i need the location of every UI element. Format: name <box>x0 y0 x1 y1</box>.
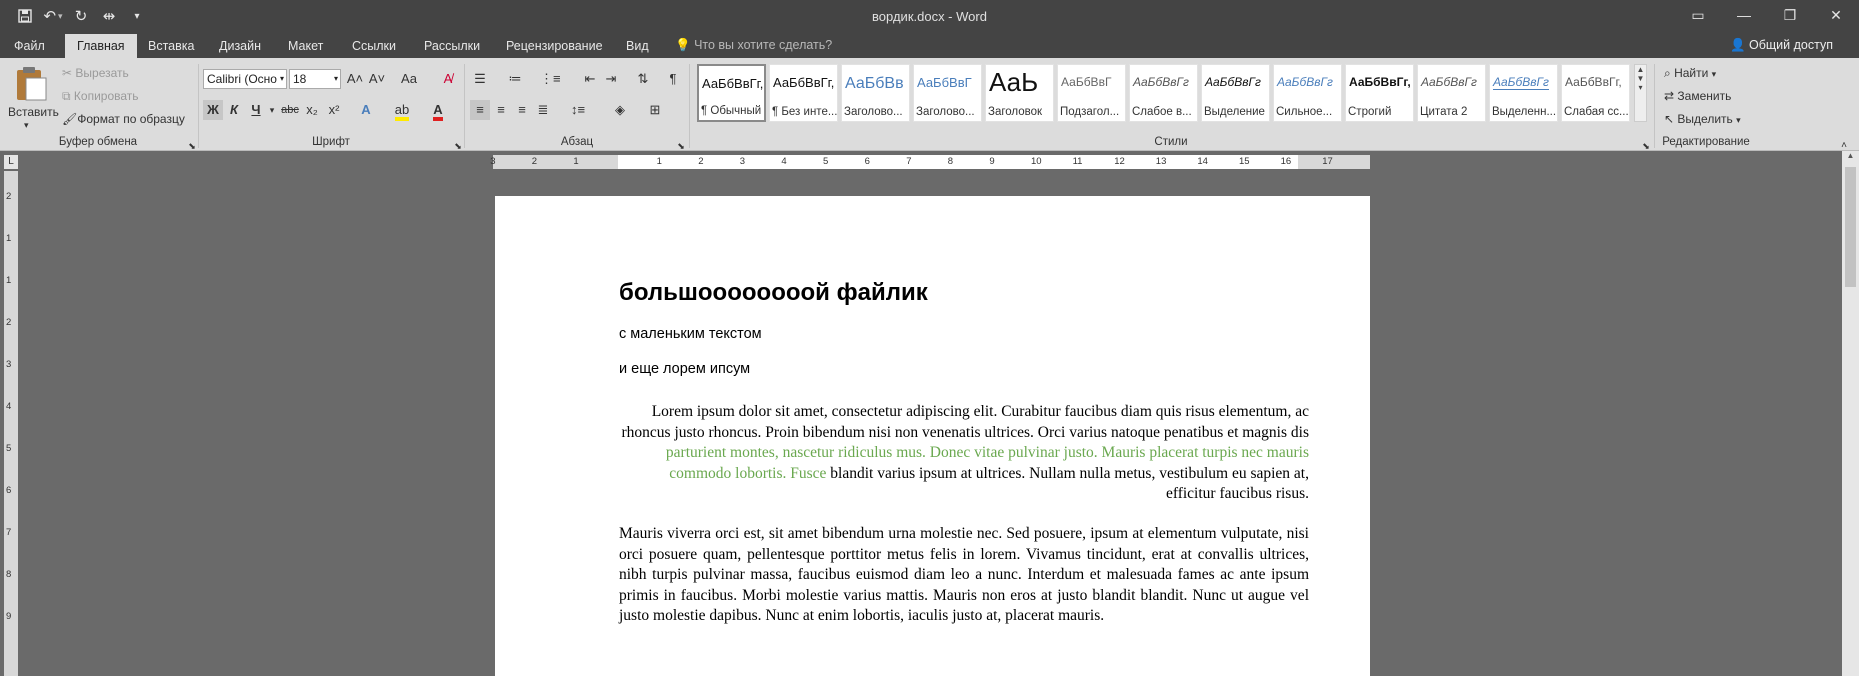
text-effects-icon[interactable]: A <box>361 102 371 117</box>
cut-label: Вырезать <box>75 66 129 80</box>
style-preview: АаБбВвГг, <box>1565 75 1622 89</box>
ruler-mark: 8 <box>6 569 12 580</box>
copy-button[interactable] <box>62 89 139 104</box>
search-icon: ⌕ <box>1664 66 1671 80</box>
align-right-icon[interactable]: ≡ <box>518 102 526 117</box>
ruler-mark: 15 <box>1239 156 1250 167</box>
tab-layout[interactable]: Макет <box>288 39 324 53</box>
style-quote-2[interactable] <box>1417 64 1486 122</box>
font-family-value: Calibri (Осно <box>207 72 277 86</box>
style-normal[interactable] <box>697 64 766 122</box>
tab-design[interactable]: Дизайн <box>219 39 262 53</box>
collapse-ribbon-icon[interactable]: ˄ <box>1841 140 1847 151</box>
change-case-icon[interactable]: Aa <box>401 71 417 86</box>
style-preview: АаБбВвГг, <box>1349 75 1411 89</box>
ruler-mark: 1 <box>656 156 662 167</box>
styles-scroll[interactable] <box>1634 64 1647 122</box>
sort-icon[interactable]: ⇅ <box>637 71 649 86</box>
align-center-icon[interactable]: ≡ <box>497 102 505 117</box>
clipboard-group-label: Буфер обмена <box>58 136 138 148</box>
ruler-mark: 7 <box>6 527 12 538</box>
cursor-icon: ↖ <box>1664 112 1675 126</box>
close-icon[interactable]: ✕ <box>1830 6 1842 23</box>
tab-home[interactable]: Главная <box>65 34 137 58</box>
style-name: Подзагол... <box>1060 106 1120 118</box>
ruler-mark: 5 <box>823 156 829 167</box>
touch-mode-icon[interactable]: ⇹ <box>102 8 116 25</box>
find-label: Найти <box>1674 66 1709 80</box>
title-bar <box>0 0 1859 32</box>
ruler-mark: 1 <box>6 233 12 244</box>
bold-button[interactable]: Ж <box>203 100 223 120</box>
person-icon: 👤 <box>1729 38 1746 52</box>
tab-references[interactable]: Ссылки <box>352 39 397 53</box>
ruler-mark: 1 <box>6 275 12 286</box>
font-group-label: Шрифт <box>312 136 350 148</box>
style-preview: АаБбВвГг <box>1493 75 1549 89</box>
bullets-icon[interactable]: ☰ <box>474 71 486 86</box>
chevron-down-icon[interactable]: ▾ <box>269 105 275 115</box>
group-divider <box>464 64 465 148</box>
redo-icon[interactable]: ↻ <box>74 8 88 25</box>
ruler-text-area <box>618 155 1298 169</box>
dialog-launcher-icon[interactable]: ⬊ <box>1642 141 1650 151</box>
ruler-mark: 10 <box>1031 156 1042 167</box>
tab-review[interactable]: Рецензирование <box>506 39 603 53</box>
ruler-mark: 2 <box>6 191 12 202</box>
tab-insert[interactable]: Вставка <box>148 39 195 53</box>
replace-label: Заменить <box>1677 89 1732 103</box>
window-controls <box>1675 0 1859 30</box>
horizontal-ruler[interactable] <box>490 155 1370 169</box>
minimize-icon[interactable]: — <box>1737 7 1751 23</box>
tell-me-search[interactable] <box>675 38 832 53</box>
style-preview: АаБбВвГг <box>1277 75 1333 89</box>
ribbon-display-options-icon[interactable]: ▭ <box>1691 6 1705 23</box>
style-intense-emphasis[interactable] <box>1273 64 1342 122</box>
ruler-mark: 2 <box>6 317 12 328</box>
vertical-ruler[interactable] <box>4 171 18 676</box>
group-divider <box>198 64 199 148</box>
brush-icon: 🖌 <box>62 112 78 126</box>
style-preview: АаБбВвГ <box>1061 75 1112 89</box>
dialog-launcher-icon[interactable]: ⬊ <box>454 141 462 151</box>
select-label: Выделить <box>1677 112 1733 126</box>
format-painter-button[interactable] <box>62 112 185 126</box>
ruler-mark: 3 <box>6 359 12 370</box>
style-name: Слабое в... <box>1132 106 1192 118</box>
ruler-mark: 3 <box>739 156 746 167</box>
chevron-down-icon: ▾ <box>333 74 338 83</box>
line-spacing-icon[interactable]: ↕≡ <box>570 102 586 117</box>
chevron-down-icon: ▾ <box>24 120 29 130</box>
share-button[interactable] <box>1730 38 1833 53</box>
ruler-mark: 3 <box>490 156 496 167</box>
style-title[interactable] <box>985 64 1054 122</box>
style-emphasis[interactable] <box>1201 64 1270 122</box>
numbering-icon[interactable]: ≔ <box>508 71 522 86</box>
ruler-mark: 12 <box>1114 156 1125 167</box>
ruler-mark: 9 <box>989 156 995 167</box>
decrease-indent-icon[interactable]: ⇤ <box>584 71 596 86</box>
ruler-mark: 17 <box>1322 156 1333 167</box>
style-preview: АаБбВвГг, <box>773 75 835 90</box>
group-divider <box>1654 64 1655 148</box>
superscript-button[interactable]: x² <box>328 102 340 117</box>
ruler-mark: 8 <box>947 156 954 167</box>
font-family-combo[interactable] <box>203 69 287 89</box>
style-name: Заголовок <box>988 106 1043 118</box>
tab-selector[interactable]: L <box>4 155 18 169</box>
vertical-scrollbar[interactable] <box>1842 151 1859 676</box>
strikethrough-button[interactable]: abc <box>281 104 299 116</box>
style-name: Выделение <box>1204 106 1265 118</box>
paragraph-text: blandit varius ipsum at ultrices. Nullam nulla metus, vestibulum eu sapien at, efficitur faucibus risus. <box>826 464 1309 502</box>
style-strong[interactable] <box>1345 64 1414 122</box>
chevron-down-icon: ▾ <box>1736 115 1741 125</box>
tab-file[interactable]: Файл <box>14 39 45 53</box>
paste-button[interactable] <box>4 62 59 134</box>
align-left-icon[interactable]: ≡ <box>470 100 490 120</box>
paragraph-group-label: Абзац <box>560 136 594 148</box>
italic-button[interactable]: К <box>230 102 238 117</box>
group-divider <box>689 64 690 148</box>
style-subtitle[interactable] <box>1057 64 1126 122</box>
style-preview: АаБбВв <box>845 75 904 92</box>
style-intense-quote[interactable] <box>1489 64 1558 122</box>
chevron-down-icon: ▾ <box>1711 69 1717 79</box>
highlight-icon[interactable]: ab <box>392 100 412 120</box>
ruler-mark: 4 <box>781 156 787 167</box>
format-painter-label: Формат по образцу <box>77 112 185 126</box>
document-line: и еще лорем ипсум <box>619 361 751 377</box>
replace-icon: ⇄ <box>1664 89 1675 103</box>
chevron-up-icon[interactable]: ▲ <box>1636 65 1645 74</box>
ruler-mark: 6 <box>864 156 870 167</box>
scroll-thumb[interactable] <box>1845 167 1856 287</box>
document-heading: большоооооооой файлик <box>619 279 928 306</box>
clear-formatting-icon[interactable]: A̸ <box>443 71 453 86</box>
paragraph-green-text: parturient montes, nascetur ridiculus mus. Donec vitae pulvinar justo. Mauris placerat turpis nec mauris commodo lobortis. Fusce <box>665 444 1309 482</box>
chevron-up-icon[interactable]: ▲ <box>1846 151 1855 160</box>
style-no-spacing[interactable] <box>769 64 838 122</box>
style-name: Заголово... <box>844 106 903 118</box>
ruler-mark: 2 <box>531 156 538 167</box>
style-preview: АаЬ <box>989 67 1039 97</box>
horizontal-ruler-area <box>0 151 1859 171</box>
styles-gallery <box>695 64 1635 122</box>
shading-icon[interactable]: ◈ <box>615 102 625 117</box>
style-heading-1[interactable] <box>841 64 910 122</box>
paste-label: Вставить <box>8 105 59 119</box>
cut-button[interactable] <box>62 66 129 80</box>
document-paragraph <box>619 402 1309 505</box>
share-label: Общий доступ <box>1749 38 1833 52</box>
lightbulb-icon: 💡 <box>675 38 691 52</box>
shrink-font-icon[interactable]: A˅ <box>368 71 386 86</box>
multilevel-list-icon[interactable]: ⋮≡ <box>540 71 561 86</box>
justify-icon[interactable]: ≣ <box>537 102 549 117</box>
scissors-icon: ✂ <box>62 66 73 80</box>
document-paragraph: Mauris viverra orci est, sit amet bibendum urna molestie nec. Sed posuere, ipsum at elementum vulputate, nisi orci posuere quam, pellentesque porttitor metus felis in lorem. Vivamus tincidunt, erat at convallis ultrices, nibh turpis pulvinar massa, faucibus euismod diam leo a nunc. Interdum et malesuada fames ac ante ipsum primis in faucibus. Morbi molestie varius mattis. Mauris non eros at justo blandit blandit. Nunc ut augue vel justo molestie dapibus. Nunc at enim lobortis, iaculis justo at, placerat mauris. <box>619 525 1309 624</box>
dialog-launcher-icon[interactable]: ⬊ <box>677 141 685 151</box>
ruler-mark: 4 <box>6 401 12 412</box>
document-line: с маленьким текстом <box>619 326 762 342</box>
style-subtle-emphasis[interactable] <box>1129 64 1198 122</box>
copy-icon: ⧉ <box>62 89 71 103</box>
more-styles-icon[interactable]: ▾ <box>1638 83 1643 92</box>
style-preview: АаБбВвГг, <box>702 76 764 91</box>
replace-button[interactable] <box>1664 89 1731 103</box>
style-preview: АаБбВвГ <box>917 75 972 90</box>
ruler-mark: 11 <box>1072 156 1083 167</box>
ruler-mark: 16 <box>1280 156 1292 167</box>
style-preview: АаБбВвГг <box>1205 75 1261 89</box>
font-size-combo[interactable] <box>289 69 341 89</box>
style-name: ¶ Без инте... <box>772 106 837 118</box>
increase-indent-icon[interactable]: ⇥ <box>605 71 617 86</box>
font-size-value: 18 <box>293 72 307 86</box>
style-name: ¶ Обычный <box>701 105 762 117</box>
undo-icon[interactable]: ↶ ▾ <box>43 8 63 25</box>
tab-mailings[interactable]: Рассылки <box>424 39 481 53</box>
ruler-mark: 6 <box>6 485 12 496</box>
underline-button[interactable]: Ч <box>251 102 261 117</box>
style-heading-2[interactable] <box>913 64 982 122</box>
customize-qat-icon[interactable]: ▾ <box>134 10 140 22</box>
ribbon-tabs <box>0 32 1859 58</box>
find-button[interactable] <box>1664 66 1716 81</box>
chevron-down-icon: ▾ <box>279 74 284 83</box>
style-name: Сильное... <box>1276 106 1333 118</box>
style-name: Выделенн... <box>1492 106 1557 118</box>
chevron-down-icon[interactable]: ▼ <box>1636 74 1645 83</box>
paragraph-text: Lorem ipsum dolor sit amet, consectetur adipiscing elit. Curabitur faucibus diam quis risus elementum, ac rhoncus justo rhoncus. Proin bibendum nisi non venenatis ultrices. Orci varius natoque penatibus et magnis dis <box>621 403 1309 441</box>
ruler-mark: 5 <box>6 443 12 454</box>
ruler-mark: 2 <box>698 156 704 167</box>
select-button[interactable] <box>1664 112 1741 126</box>
restore-icon[interactable]: ❐ <box>1783 6 1797 23</box>
style-subtle-reference[interactable] <box>1561 64 1630 122</box>
window-title: вордик.docx - Word <box>872 9 987 24</box>
style-name: Слабая сс... <box>1564 106 1629 118</box>
font-color-icon[interactable]: A <box>428 100 448 120</box>
grow-font-icon[interactable]: A˄ <box>346 71 364 86</box>
ruler-mark: 7 <box>906 156 912 167</box>
ruler-mark: 9 <box>6 611 12 622</box>
style-preview: АаБбВвГг <box>1421 75 1477 89</box>
styles-group-label: Стили <box>1154 136 1188 148</box>
ruler-mark: 14 <box>1197 156 1208 167</box>
editing-group-label: Редактирование <box>1662 136 1750 148</box>
style-name: Цитата 2 <box>1420 106 1468 118</box>
ruler-mark: 13 <box>1155 156 1167 167</box>
style-name: Заголово... <box>916 106 975 118</box>
document-page[interactable] <box>495 196 1370 676</box>
pilcrow-icon[interactable]: ¶ <box>669 71 677 86</box>
style-name: Строгий <box>1348 106 1392 118</box>
style-preview: АаБбВвГг <box>1133 75 1189 89</box>
tab-view[interactable]: Вид <box>626 39 649 53</box>
subscript-button[interactable]: x₂ <box>306 102 318 117</box>
tell-me-text: Что вы хотите сделать? <box>694 38 833 52</box>
ribbon <box>0 58 1859 151</box>
ruler-mark: 1 <box>573 156 579 167</box>
dialog-launcher-icon[interactable]: ⬊ <box>188 141 196 151</box>
borders-icon[interactable]: ⊞ <box>649 102 661 117</box>
copy-label: Копировать <box>73 89 139 103</box>
clipboard-icon <box>14 66 48 102</box>
